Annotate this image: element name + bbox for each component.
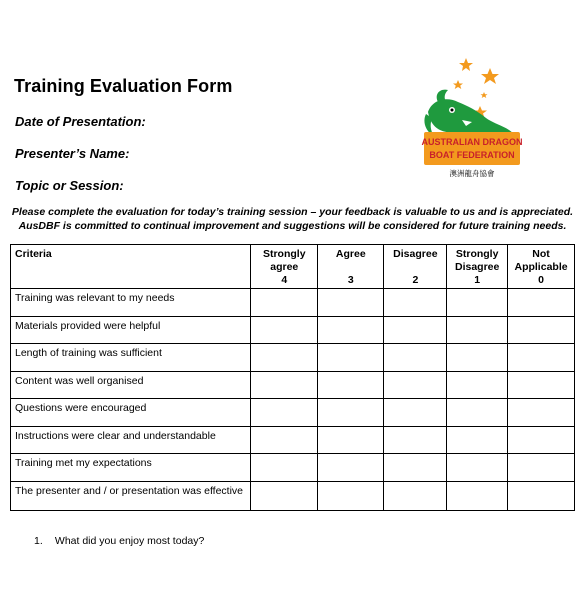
rating-cell[interactable] bbox=[508, 454, 575, 482]
rating-cell[interactable] bbox=[447, 371, 508, 399]
criteria-cell: The presenter and / or presentation was effective bbox=[11, 481, 251, 510]
page-title: Training Evaluation Form bbox=[14, 76, 233, 96]
logo-text-line1: AUSTRALIAN DRAGON bbox=[421, 137, 523, 147]
rating-cell[interactable] bbox=[508, 426, 575, 454]
table-row bbox=[11, 481, 575, 510]
criteria-cell: Length of training was sufficient bbox=[11, 344, 251, 372]
rating-cell[interactable] bbox=[251, 481, 318, 510]
date-of-presentation-label: Date of Presentation: bbox=[15, 114, 146, 129]
criteria-cell: Questions were encouraged bbox=[11, 399, 251, 427]
rating-cell[interactable] bbox=[318, 371, 384, 399]
rating-cell[interactable] bbox=[447, 316, 508, 344]
rating-cell[interactable] bbox=[318, 344, 384, 372]
logo-star-icon bbox=[481, 92, 488, 98]
column-header-disagree: Disagree 2 bbox=[384, 245, 447, 289]
column-header-strongly-disagree: Strongly Disagree 1 bbox=[447, 245, 508, 289]
presenter-name-label: Presenter’s Name: bbox=[15, 146, 130, 161]
rating-cell[interactable] bbox=[447, 289, 508, 317]
rating-cell[interactable] bbox=[508, 344, 575, 372]
rating-cell[interactable] bbox=[318, 399, 384, 427]
table-row bbox=[11, 344, 575, 372]
table-row bbox=[11, 316, 575, 344]
evaluation-table bbox=[10, 244, 575, 511]
rating-cell[interactable] bbox=[318, 426, 384, 454]
rating-cell[interactable] bbox=[384, 289, 447, 317]
rating-cell[interactable] bbox=[447, 481, 508, 510]
rating-cell[interactable] bbox=[318, 289, 384, 317]
rating-cell[interactable] bbox=[508, 481, 575, 510]
rating-cell[interactable] bbox=[447, 344, 508, 372]
logo-text-line2: BOAT FEDERATION bbox=[429, 150, 515, 160]
rating-cell[interactable] bbox=[384, 426, 447, 454]
rating-cell[interactable] bbox=[508, 371, 575, 399]
question-number: 1. bbox=[34, 535, 43, 547]
table-row bbox=[11, 454, 575, 482]
criteria-cell: Training met my expectations bbox=[11, 454, 251, 482]
logo-chinese-text: 澳洲龍舟協會 bbox=[449, 169, 495, 178]
rating-cell[interactable] bbox=[384, 399, 447, 427]
notice-line-1: Please complete the evaluation for today’s training session – your feedback is valuable to us and is appreciated. bbox=[11, 206, 574, 218]
rating-cell[interactable] bbox=[318, 454, 384, 482]
table-header-row bbox=[11, 245, 575, 289]
table-row bbox=[11, 371, 575, 399]
column-header-criteria: Criteria bbox=[11, 245, 251, 289]
rating-cell[interactable] bbox=[251, 289, 318, 317]
column-header-not-applicable: Not Applicable 0 bbox=[508, 245, 575, 289]
logo-star-icon bbox=[459, 58, 473, 71]
rating-cell[interactable] bbox=[384, 371, 447, 399]
rating-cell[interactable] bbox=[508, 399, 575, 427]
rating-cell[interactable] bbox=[384, 344, 447, 372]
question-text: What did you enjoy most today? bbox=[54, 535, 205, 547]
question-item bbox=[34, 535, 204, 547]
rating-cell[interactable] bbox=[384, 481, 447, 510]
column-header-agree: Agree 3 bbox=[318, 245, 384, 289]
rating-cell[interactable] bbox=[447, 426, 508, 454]
topic-session-label: Topic or Session: bbox=[15, 178, 124, 193]
table-row bbox=[11, 289, 575, 317]
rating-cell[interactable] bbox=[251, 344, 318, 372]
rating-cell[interactable] bbox=[251, 371, 318, 399]
rating-cell[interactable] bbox=[251, 454, 318, 482]
rating-cell[interactable] bbox=[447, 399, 508, 427]
logo-star-icon bbox=[453, 80, 463, 89]
table-row bbox=[11, 399, 575, 427]
logo-star-icon bbox=[481, 68, 499, 84]
rating-cell[interactable] bbox=[318, 316, 384, 344]
rating-cell[interactable] bbox=[251, 399, 318, 427]
rating-cell[interactable] bbox=[508, 316, 575, 344]
criteria-cell: Training was relevant to my needs bbox=[11, 289, 251, 317]
rating-cell[interactable] bbox=[384, 454, 447, 482]
rating-cell[interactable] bbox=[318, 481, 384, 510]
ausdbf-logo bbox=[418, 52, 526, 182]
table-row bbox=[11, 426, 575, 454]
column-header-strongly-agree: Strongly agree 4 bbox=[251, 245, 318, 289]
notice-line-2: AusDBF is committed to continual improvement and suggestions will be considered for future training needs. bbox=[18, 220, 567, 232]
rating-cell[interactable] bbox=[447, 454, 508, 482]
criteria-cell: Materials provided were helpful bbox=[11, 316, 251, 344]
criteria-cell: Instructions were clear and understandable bbox=[11, 426, 251, 454]
rating-cell[interactable] bbox=[251, 316, 318, 344]
rating-cell[interactable] bbox=[251, 426, 318, 454]
rating-cell[interactable] bbox=[508, 289, 575, 317]
criteria-cell: Content was well organised bbox=[11, 371, 251, 399]
rating-cell[interactable] bbox=[384, 316, 447, 344]
